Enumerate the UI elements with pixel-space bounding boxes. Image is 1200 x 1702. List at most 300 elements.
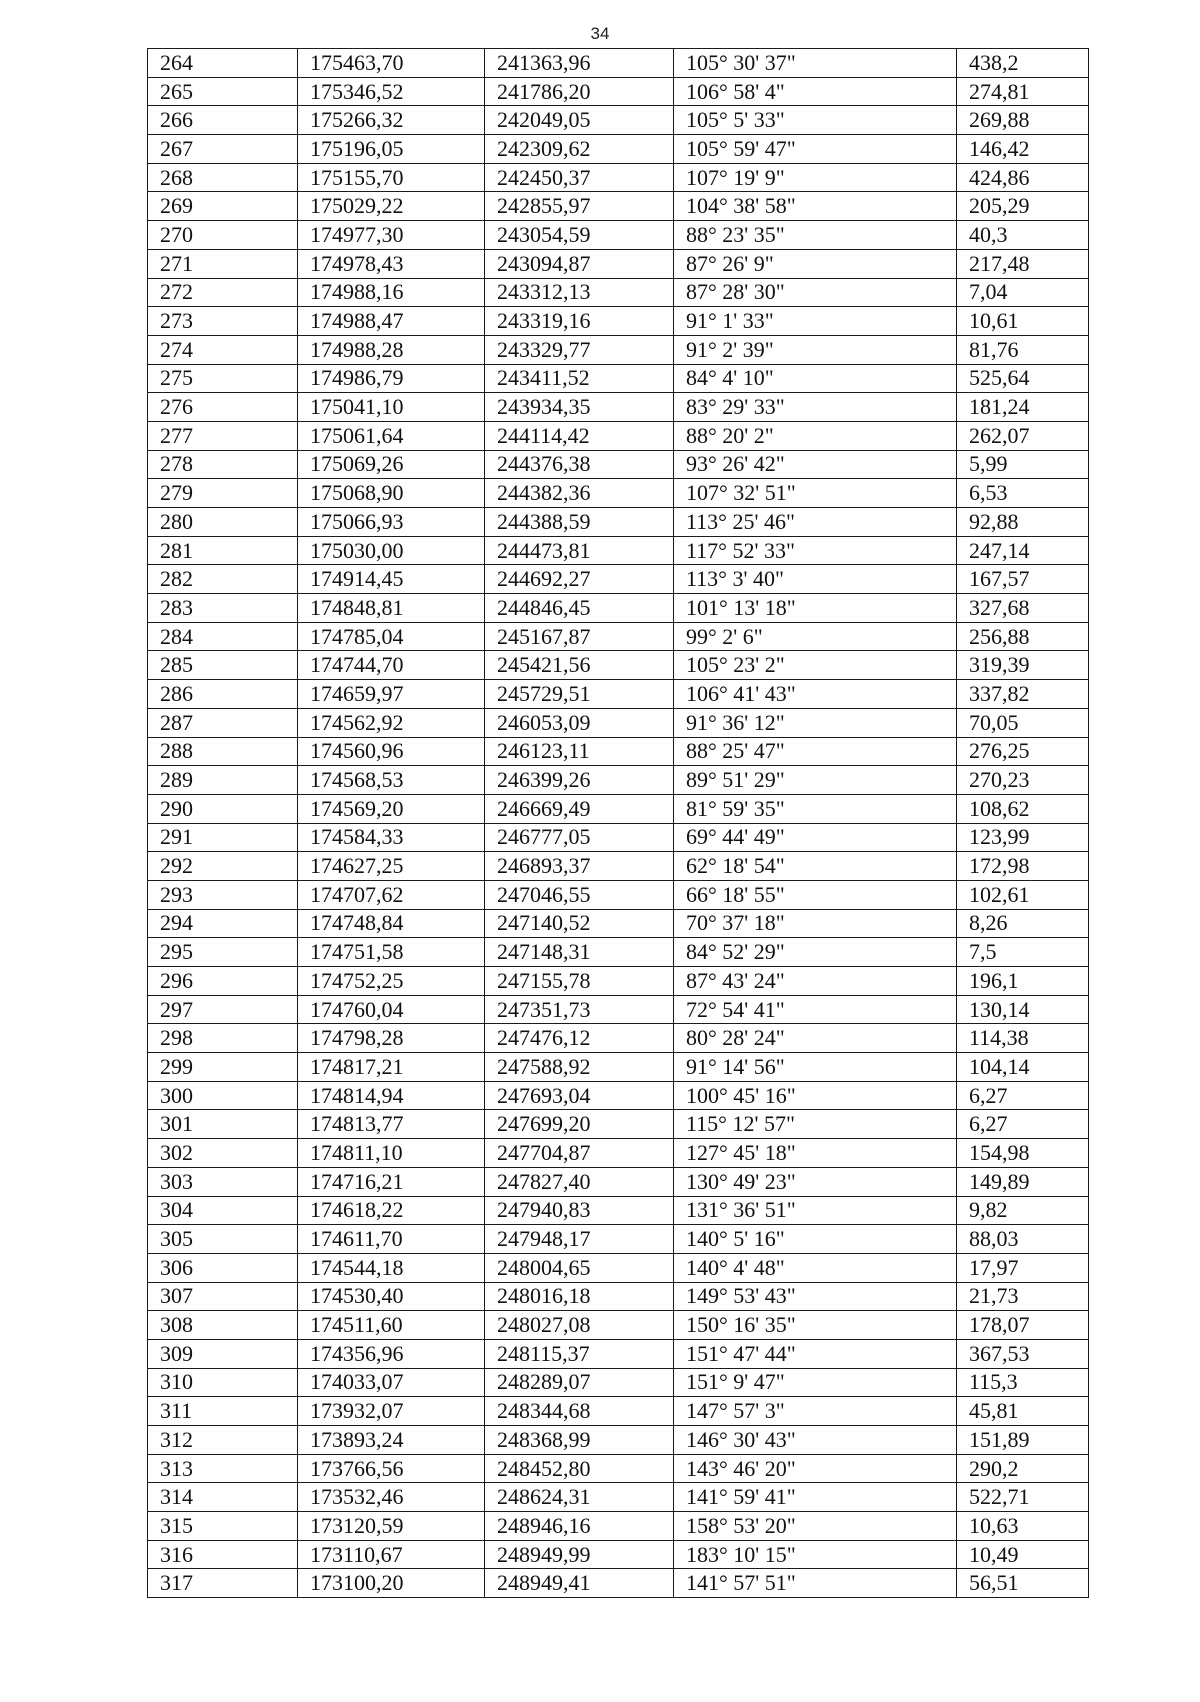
length-cell: 337,82 xyxy=(957,680,1089,709)
x-coordinate-cell: 175066,93 xyxy=(298,508,485,537)
direction-angle-cell: 149° 53' 43" xyxy=(674,1282,957,1311)
direction-angle-cell: 107° 32' 51" xyxy=(674,479,957,508)
length-cell: 10,49 xyxy=(957,1540,1089,1569)
length-cell: 7,04 xyxy=(957,278,1089,307)
y-coordinate-cell: 245729,51 xyxy=(485,680,674,709)
direction-angle-cell: 107° 19' 9" xyxy=(674,163,957,192)
y-coordinate-cell: 248289,07 xyxy=(485,1368,674,1397)
length-cell: 522,71 xyxy=(957,1483,1089,1512)
point-number-cell: 284 xyxy=(148,622,298,651)
table-row xyxy=(148,1282,1089,1311)
point-number-cell: 286 xyxy=(148,680,298,709)
point-number-cell: 298 xyxy=(148,1024,298,1053)
length-cell: 262,07 xyxy=(957,421,1089,450)
x-coordinate-cell: 175346,52 xyxy=(298,77,485,106)
length-cell: 270,23 xyxy=(957,766,1089,795)
x-coordinate-cell: 175196,05 xyxy=(298,135,485,164)
point-number-cell: 313 xyxy=(148,1454,298,1483)
y-coordinate-cell: 248949,41 xyxy=(485,1569,674,1598)
table-row xyxy=(148,594,1089,623)
x-coordinate-cell: 174798,28 xyxy=(298,1024,485,1053)
y-coordinate-cell: 242450,37 xyxy=(485,163,674,192)
x-coordinate-cell: 175030,00 xyxy=(298,536,485,565)
point-number-cell: 288 xyxy=(148,737,298,766)
y-coordinate-cell: 244692,27 xyxy=(485,565,674,594)
length-cell: 70,05 xyxy=(957,708,1089,737)
length-cell: 167,57 xyxy=(957,565,1089,594)
x-coordinate-cell: 173932,07 xyxy=(298,1397,485,1426)
y-coordinate-cell: 247588,92 xyxy=(485,1053,674,1082)
x-coordinate-cell: 175463,70 xyxy=(298,49,485,78)
x-coordinate-cell: 174748,84 xyxy=(298,909,485,938)
point-number-cell: 274 xyxy=(148,335,298,364)
length-cell: 172,98 xyxy=(957,852,1089,881)
y-coordinate-cell: 247140,52 xyxy=(485,909,674,938)
table-row xyxy=(148,421,1089,450)
table-row xyxy=(148,1483,1089,1512)
table-row xyxy=(148,1339,1089,1368)
point-number-cell: 305 xyxy=(148,1225,298,1254)
length-cell: 21,73 xyxy=(957,1282,1089,1311)
direction-angle-cell: 69° 44' 49" xyxy=(674,823,957,852)
table-row xyxy=(148,106,1089,135)
direction-angle-cell: 91° 2' 39" xyxy=(674,335,957,364)
direction-angle-cell: 113° 3' 40" xyxy=(674,565,957,594)
table-row xyxy=(148,1053,1089,1082)
point-number-cell: 292 xyxy=(148,852,298,881)
point-number-cell: 268 xyxy=(148,163,298,192)
y-coordinate-cell: 243934,35 xyxy=(485,393,674,422)
coordinates-table xyxy=(147,48,1089,1598)
point-number-cell: 269 xyxy=(148,192,298,221)
length-cell: 40,3 xyxy=(957,221,1089,250)
point-number-cell: 316 xyxy=(148,1540,298,1569)
direction-angle-cell: 106° 58' 4" xyxy=(674,77,957,106)
length-cell: 6,53 xyxy=(957,479,1089,508)
point-number-cell: 267 xyxy=(148,135,298,164)
x-coordinate-cell: 175266,32 xyxy=(298,106,485,135)
length-cell: 102,61 xyxy=(957,880,1089,909)
direction-angle-cell: 183° 10' 15" xyxy=(674,1540,957,1569)
length-cell: 424,86 xyxy=(957,163,1089,192)
x-coordinate-cell: 174568,53 xyxy=(298,766,485,795)
x-coordinate-cell: 174627,25 xyxy=(298,852,485,881)
point-number-cell: 304 xyxy=(148,1196,298,1225)
table-row xyxy=(148,1569,1089,1598)
point-number-cell: 270 xyxy=(148,221,298,250)
direction-angle-cell: 88° 25' 47" xyxy=(674,737,957,766)
x-coordinate-cell: 174560,96 xyxy=(298,737,485,766)
point-number-cell: 289 xyxy=(148,766,298,795)
y-coordinate-cell: 245167,87 xyxy=(485,622,674,651)
direction-angle-cell: 113° 25' 46" xyxy=(674,508,957,537)
direction-angle-cell: 72° 54' 41" xyxy=(674,995,957,1024)
direction-angle-cell: 105° 23' 2" xyxy=(674,651,957,680)
table-row xyxy=(148,737,1089,766)
y-coordinate-cell: 247699,20 xyxy=(485,1110,674,1139)
point-number-cell: 273 xyxy=(148,307,298,336)
point-number-cell: 282 xyxy=(148,565,298,594)
y-coordinate-cell: 247940,83 xyxy=(485,1196,674,1225)
direction-angle-cell: 140° 5' 16" xyxy=(674,1225,957,1254)
point-number-cell: 277 xyxy=(148,421,298,450)
table-row xyxy=(148,909,1089,938)
direction-angle-cell: 84° 52' 29" xyxy=(674,938,957,967)
length-cell: 276,25 xyxy=(957,737,1089,766)
point-number-cell: 308 xyxy=(148,1311,298,1340)
direction-angle-cell: 87° 28' 30" xyxy=(674,278,957,307)
x-coordinate-cell: 174569,20 xyxy=(298,794,485,823)
table-row xyxy=(148,565,1089,594)
direction-angle-cell: 105° 5' 33" xyxy=(674,106,957,135)
direction-angle-cell: 100° 45' 16" xyxy=(674,1081,957,1110)
y-coordinate-cell: 246669,49 xyxy=(485,794,674,823)
x-coordinate-cell: 174811,10 xyxy=(298,1139,485,1168)
length-cell: 92,88 xyxy=(957,508,1089,537)
point-number-cell: 300 xyxy=(148,1081,298,1110)
y-coordinate-cell: 246123,11 xyxy=(485,737,674,766)
table-row xyxy=(148,1512,1089,1541)
table-row xyxy=(148,1397,1089,1426)
point-number-cell: 278 xyxy=(148,450,298,479)
y-coordinate-cell: 248624,31 xyxy=(485,1483,674,1512)
x-coordinate-cell: 174817,21 xyxy=(298,1053,485,1082)
page-number: 34 xyxy=(590,24,610,43)
direction-angle-cell: 143° 46' 20" xyxy=(674,1454,957,1483)
x-coordinate-cell: 174977,30 xyxy=(298,221,485,250)
x-coordinate-cell: 174618,22 xyxy=(298,1196,485,1225)
length-cell: 154,98 xyxy=(957,1139,1089,1168)
length-cell: 196,1 xyxy=(957,967,1089,996)
point-number-cell: 303 xyxy=(148,1167,298,1196)
point-number-cell: 297 xyxy=(148,995,298,1024)
x-coordinate-cell: 174544,18 xyxy=(298,1253,485,1282)
table-row xyxy=(148,278,1089,307)
table-row xyxy=(148,221,1089,250)
x-coordinate-cell: 175061,64 xyxy=(298,421,485,450)
y-coordinate-cell: 248368,99 xyxy=(485,1426,674,1455)
y-coordinate-cell: 247476,12 xyxy=(485,1024,674,1053)
point-number-cell: 279 xyxy=(148,479,298,508)
table-row xyxy=(148,1081,1089,1110)
table-row xyxy=(148,135,1089,164)
length-cell: 327,68 xyxy=(957,594,1089,623)
length-cell: 10,63 xyxy=(957,1512,1089,1541)
y-coordinate-cell: 246893,37 xyxy=(485,852,674,881)
x-coordinate-cell: 175029,22 xyxy=(298,192,485,221)
direction-angle-cell: 70° 37' 18" xyxy=(674,909,957,938)
table-row xyxy=(148,508,1089,537)
y-coordinate-cell: 242049,05 xyxy=(485,106,674,135)
table-row xyxy=(148,1426,1089,1455)
x-coordinate-cell: 174511,60 xyxy=(298,1311,485,1340)
y-coordinate-cell: 247148,31 xyxy=(485,938,674,967)
table-row xyxy=(148,450,1089,479)
x-coordinate-cell: 174752,25 xyxy=(298,967,485,996)
direction-angle-cell: 104° 38' 58" xyxy=(674,192,957,221)
point-number-cell: 276 xyxy=(148,393,298,422)
table-row xyxy=(148,77,1089,106)
length-cell: 104,14 xyxy=(957,1053,1089,1082)
point-number-cell: 275 xyxy=(148,364,298,393)
point-number-cell: 306 xyxy=(148,1253,298,1282)
length-cell: 274,81 xyxy=(957,77,1089,106)
table-row xyxy=(148,1368,1089,1397)
y-coordinate-cell: 247704,87 xyxy=(485,1139,674,1168)
table-row xyxy=(148,192,1089,221)
length-cell: 56,51 xyxy=(957,1569,1089,1598)
point-number-cell: 281 xyxy=(148,536,298,565)
table-row xyxy=(148,364,1089,393)
table-row xyxy=(148,967,1089,996)
y-coordinate-cell: 243329,77 xyxy=(485,335,674,364)
length-cell: 181,24 xyxy=(957,393,1089,422)
table-row xyxy=(148,1225,1089,1254)
x-coordinate-cell: 173100,20 xyxy=(298,1569,485,1598)
table-row xyxy=(148,794,1089,823)
direction-angle-cell: 105° 30' 37" xyxy=(674,49,957,78)
x-coordinate-cell: 174716,21 xyxy=(298,1167,485,1196)
y-coordinate-cell: 248344,68 xyxy=(485,1397,674,1426)
length-cell: 6,27 xyxy=(957,1110,1089,1139)
direction-angle-cell: 130° 49' 23" xyxy=(674,1167,957,1196)
table-row xyxy=(148,49,1089,78)
direction-angle-cell: 91° 14' 56" xyxy=(674,1053,957,1082)
y-coordinate-cell: 241363,96 xyxy=(485,49,674,78)
point-number-cell: 309 xyxy=(148,1339,298,1368)
length-cell: 151,89 xyxy=(957,1426,1089,1455)
y-coordinate-cell: 248452,80 xyxy=(485,1454,674,1483)
x-coordinate-cell: 175068,90 xyxy=(298,479,485,508)
x-coordinate-cell: 175069,26 xyxy=(298,450,485,479)
coordinates-table-body xyxy=(148,49,1089,1598)
table-row xyxy=(148,163,1089,192)
length-cell: 256,88 xyxy=(957,622,1089,651)
y-coordinate-cell: 247155,78 xyxy=(485,967,674,996)
length-cell: 114,38 xyxy=(957,1024,1089,1053)
point-number-cell: 295 xyxy=(148,938,298,967)
table-row xyxy=(148,249,1089,278)
direction-angle-cell: 87° 43' 24" xyxy=(674,967,957,996)
direction-angle-cell: 115° 12' 57" xyxy=(674,1110,957,1139)
direction-angle-cell: 62° 18' 54" xyxy=(674,852,957,881)
length-cell: 10,61 xyxy=(957,307,1089,336)
y-coordinate-cell: 247948,17 xyxy=(485,1225,674,1254)
length-cell: 7,5 xyxy=(957,938,1089,967)
y-coordinate-cell: 247351,73 xyxy=(485,995,674,1024)
table-row xyxy=(148,938,1089,967)
y-coordinate-cell: 246399,26 xyxy=(485,766,674,795)
y-coordinate-cell: 247693,04 xyxy=(485,1081,674,1110)
direction-angle-cell: 131° 36' 51" xyxy=(674,1196,957,1225)
point-number-cell: 287 xyxy=(148,708,298,737)
length-cell: 9,82 xyxy=(957,1196,1089,1225)
point-number-cell: 302 xyxy=(148,1139,298,1168)
point-number-cell: 314 xyxy=(148,1483,298,1512)
direction-angle-cell: 147° 57' 3" xyxy=(674,1397,957,1426)
x-coordinate-cell: 175041,10 xyxy=(298,393,485,422)
y-coordinate-cell: 242309,62 xyxy=(485,135,674,164)
table-row xyxy=(148,1024,1089,1053)
table-row xyxy=(148,1454,1089,1483)
direction-angle-cell: 88° 23' 35" xyxy=(674,221,957,250)
point-number-cell: 283 xyxy=(148,594,298,623)
point-number-cell: 271 xyxy=(148,249,298,278)
direction-angle-cell: 87° 26' 9" xyxy=(674,249,957,278)
table-row xyxy=(148,536,1089,565)
length-cell: 290,2 xyxy=(957,1454,1089,1483)
y-coordinate-cell: 248027,08 xyxy=(485,1311,674,1340)
length-cell: 5,99 xyxy=(957,450,1089,479)
point-number-cell: 312 xyxy=(148,1426,298,1455)
y-coordinate-cell: 241786,20 xyxy=(485,77,674,106)
x-coordinate-cell: 174530,40 xyxy=(298,1282,485,1311)
y-coordinate-cell: 246777,05 xyxy=(485,823,674,852)
length-cell: 149,89 xyxy=(957,1167,1089,1196)
x-coordinate-cell: 174033,07 xyxy=(298,1368,485,1397)
y-coordinate-cell: 248004,65 xyxy=(485,1253,674,1282)
length-cell: 438,2 xyxy=(957,49,1089,78)
x-coordinate-cell: 174744,70 xyxy=(298,651,485,680)
y-coordinate-cell: 248946,16 xyxy=(485,1512,674,1541)
point-number-cell: 280 xyxy=(148,508,298,537)
y-coordinate-cell: 242855,97 xyxy=(485,192,674,221)
direction-angle-cell: 106° 41' 43" xyxy=(674,680,957,709)
y-coordinate-cell: 247827,40 xyxy=(485,1167,674,1196)
length-cell: 130,14 xyxy=(957,995,1089,1024)
x-coordinate-cell: 174988,28 xyxy=(298,335,485,364)
y-coordinate-cell: 248016,18 xyxy=(485,1282,674,1311)
table-row xyxy=(148,766,1089,795)
table-row xyxy=(148,479,1089,508)
table-row xyxy=(148,1253,1089,1282)
length-cell: 319,39 xyxy=(957,651,1089,680)
direction-angle-cell: 66° 18' 55" xyxy=(674,880,957,909)
x-coordinate-cell: 173110,67 xyxy=(298,1540,485,1569)
point-number-cell: 285 xyxy=(148,651,298,680)
table-row xyxy=(148,651,1089,680)
x-coordinate-cell: 174988,47 xyxy=(298,307,485,336)
y-coordinate-cell: 248115,37 xyxy=(485,1339,674,1368)
x-coordinate-cell: 174611,70 xyxy=(298,1225,485,1254)
length-cell: 88,03 xyxy=(957,1225,1089,1254)
point-number-cell: 315 xyxy=(148,1512,298,1541)
point-number-cell: 290 xyxy=(148,794,298,823)
length-cell: 205,29 xyxy=(957,192,1089,221)
length-cell: 146,42 xyxy=(957,135,1089,164)
table-row xyxy=(148,622,1089,651)
length-cell: 108,62 xyxy=(957,794,1089,823)
x-coordinate-cell: 174813,77 xyxy=(298,1110,485,1139)
y-coordinate-cell: 248949,99 xyxy=(485,1540,674,1569)
direction-angle-cell: 91° 36' 12" xyxy=(674,708,957,737)
length-cell: 525,64 xyxy=(957,364,1089,393)
table-row xyxy=(148,680,1089,709)
length-cell: 247,14 xyxy=(957,536,1089,565)
x-coordinate-cell: 174584,33 xyxy=(298,823,485,852)
x-coordinate-cell: 173532,46 xyxy=(298,1483,485,1512)
length-cell: 367,53 xyxy=(957,1339,1089,1368)
table-row xyxy=(148,708,1089,737)
direction-angle-cell: 150° 16' 35" xyxy=(674,1311,957,1340)
direction-angle-cell: 151° 47' 44" xyxy=(674,1339,957,1368)
length-cell: 17,97 xyxy=(957,1253,1089,1282)
table-row xyxy=(148,1311,1089,1340)
direction-angle-cell: 117° 52' 33" xyxy=(674,536,957,565)
table-row xyxy=(148,823,1089,852)
y-coordinate-cell: 244846,45 xyxy=(485,594,674,623)
x-coordinate-cell: 174707,62 xyxy=(298,880,485,909)
length-cell: 8,26 xyxy=(957,909,1089,938)
y-coordinate-cell: 247046,55 xyxy=(485,880,674,909)
x-coordinate-cell: 174659,97 xyxy=(298,680,485,709)
table-row xyxy=(148,335,1089,364)
direction-angle-cell: 81° 59' 35" xyxy=(674,794,957,823)
x-coordinate-cell: 174914,45 xyxy=(298,565,485,594)
direction-angle-cell: 127° 45' 18" xyxy=(674,1139,957,1168)
y-coordinate-cell: 243319,16 xyxy=(485,307,674,336)
length-cell: 269,88 xyxy=(957,106,1089,135)
point-number-cell: 272 xyxy=(148,278,298,307)
direction-angle-cell: 83° 29' 33" xyxy=(674,393,957,422)
x-coordinate-cell: 173120,59 xyxy=(298,1512,485,1541)
table-row xyxy=(148,1110,1089,1139)
x-coordinate-cell: 174814,94 xyxy=(298,1081,485,1110)
y-coordinate-cell: 245421,56 xyxy=(485,651,674,680)
length-cell: 115,3 xyxy=(957,1368,1089,1397)
table-row xyxy=(148,393,1089,422)
point-number-cell: 296 xyxy=(148,967,298,996)
y-coordinate-cell: 244376,38 xyxy=(485,450,674,479)
table-row xyxy=(148,307,1089,336)
x-coordinate-cell: 174986,79 xyxy=(298,364,485,393)
length-cell: 45,81 xyxy=(957,1397,1089,1426)
point-number-cell: 265 xyxy=(148,77,298,106)
direction-angle-cell: 93° 26' 42" xyxy=(674,450,957,479)
table-row xyxy=(148,1139,1089,1168)
table-row xyxy=(148,1167,1089,1196)
length-cell: 123,99 xyxy=(957,823,1089,852)
y-coordinate-cell: 244473,81 xyxy=(485,536,674,565)
direction-angle-cell: 141° 57' 51" xyxy=(674,1569,957,1598)
direction-angle-cell: 101° 13' 18" xyxy=(674,594,957,623)
direction-angle-cell: 99° 2' 6" xyxy=(674,622,957,651)
point-number-cell: 293 xyxy=(148,880,298,909)
point-number-cell: 264 xyxy=(148,49,298,78)
direction-angle-cell: 140° 4' 48" xyxy=(674,1253,957,1282)
x-coordinate-cell: 175155,70 xyxy=(298,163,485,192)
point-number-cell: 317 xyxy=(148,1569,298,1598)
direction-angle-cell: 89° 51' 29" xyxy=(674,766,957,795)
length-cell: 81,76 xyxy=(957,335,1089,364)
direction-angle-cell: 141° 59' 41" xyxy=(674,1483,957,1512)
length-cell: 217,48 xyxy=(957,249,1089,278)
y-coordinate-cell: 244114,42 xyxy=(485,421,674,450)
direction-angle-cell: 88° 20' 2" xyxy=(674,421,957,450)
direction-angle-cell: 80° 28' 24" xyxy=(674,1024,957,1053)
point-number-cell: 310 xyxy=(148,1368,298,1397)
y-coordinate-cell: 243054,59 xyxy=(485,221,674,250)
y-coordinate-cell: 243312,13 xyxy=(485,278,674,307)
table-row xyxy=(148,995,1089,1024)
x-coordinate-cell: 174751,58 xyxy=(298,938,485,967)
x-coordinate-cell: 174978,43 xyxy=(298,249,485,278)
y-coordinate-cell: 244388,59 xyxy=(485,508,674,537)
point-number-cell: 294 xyxy=(148,909,298,938)
length-cell: 6,27 xyxy=(957,1081,1089,1110)
x-coordinate-cell: 173766,56 xyxy=(298,1454,485,1483)
y-coordinate-cell: 246053,09 xyxy=(485,708,674,737)
